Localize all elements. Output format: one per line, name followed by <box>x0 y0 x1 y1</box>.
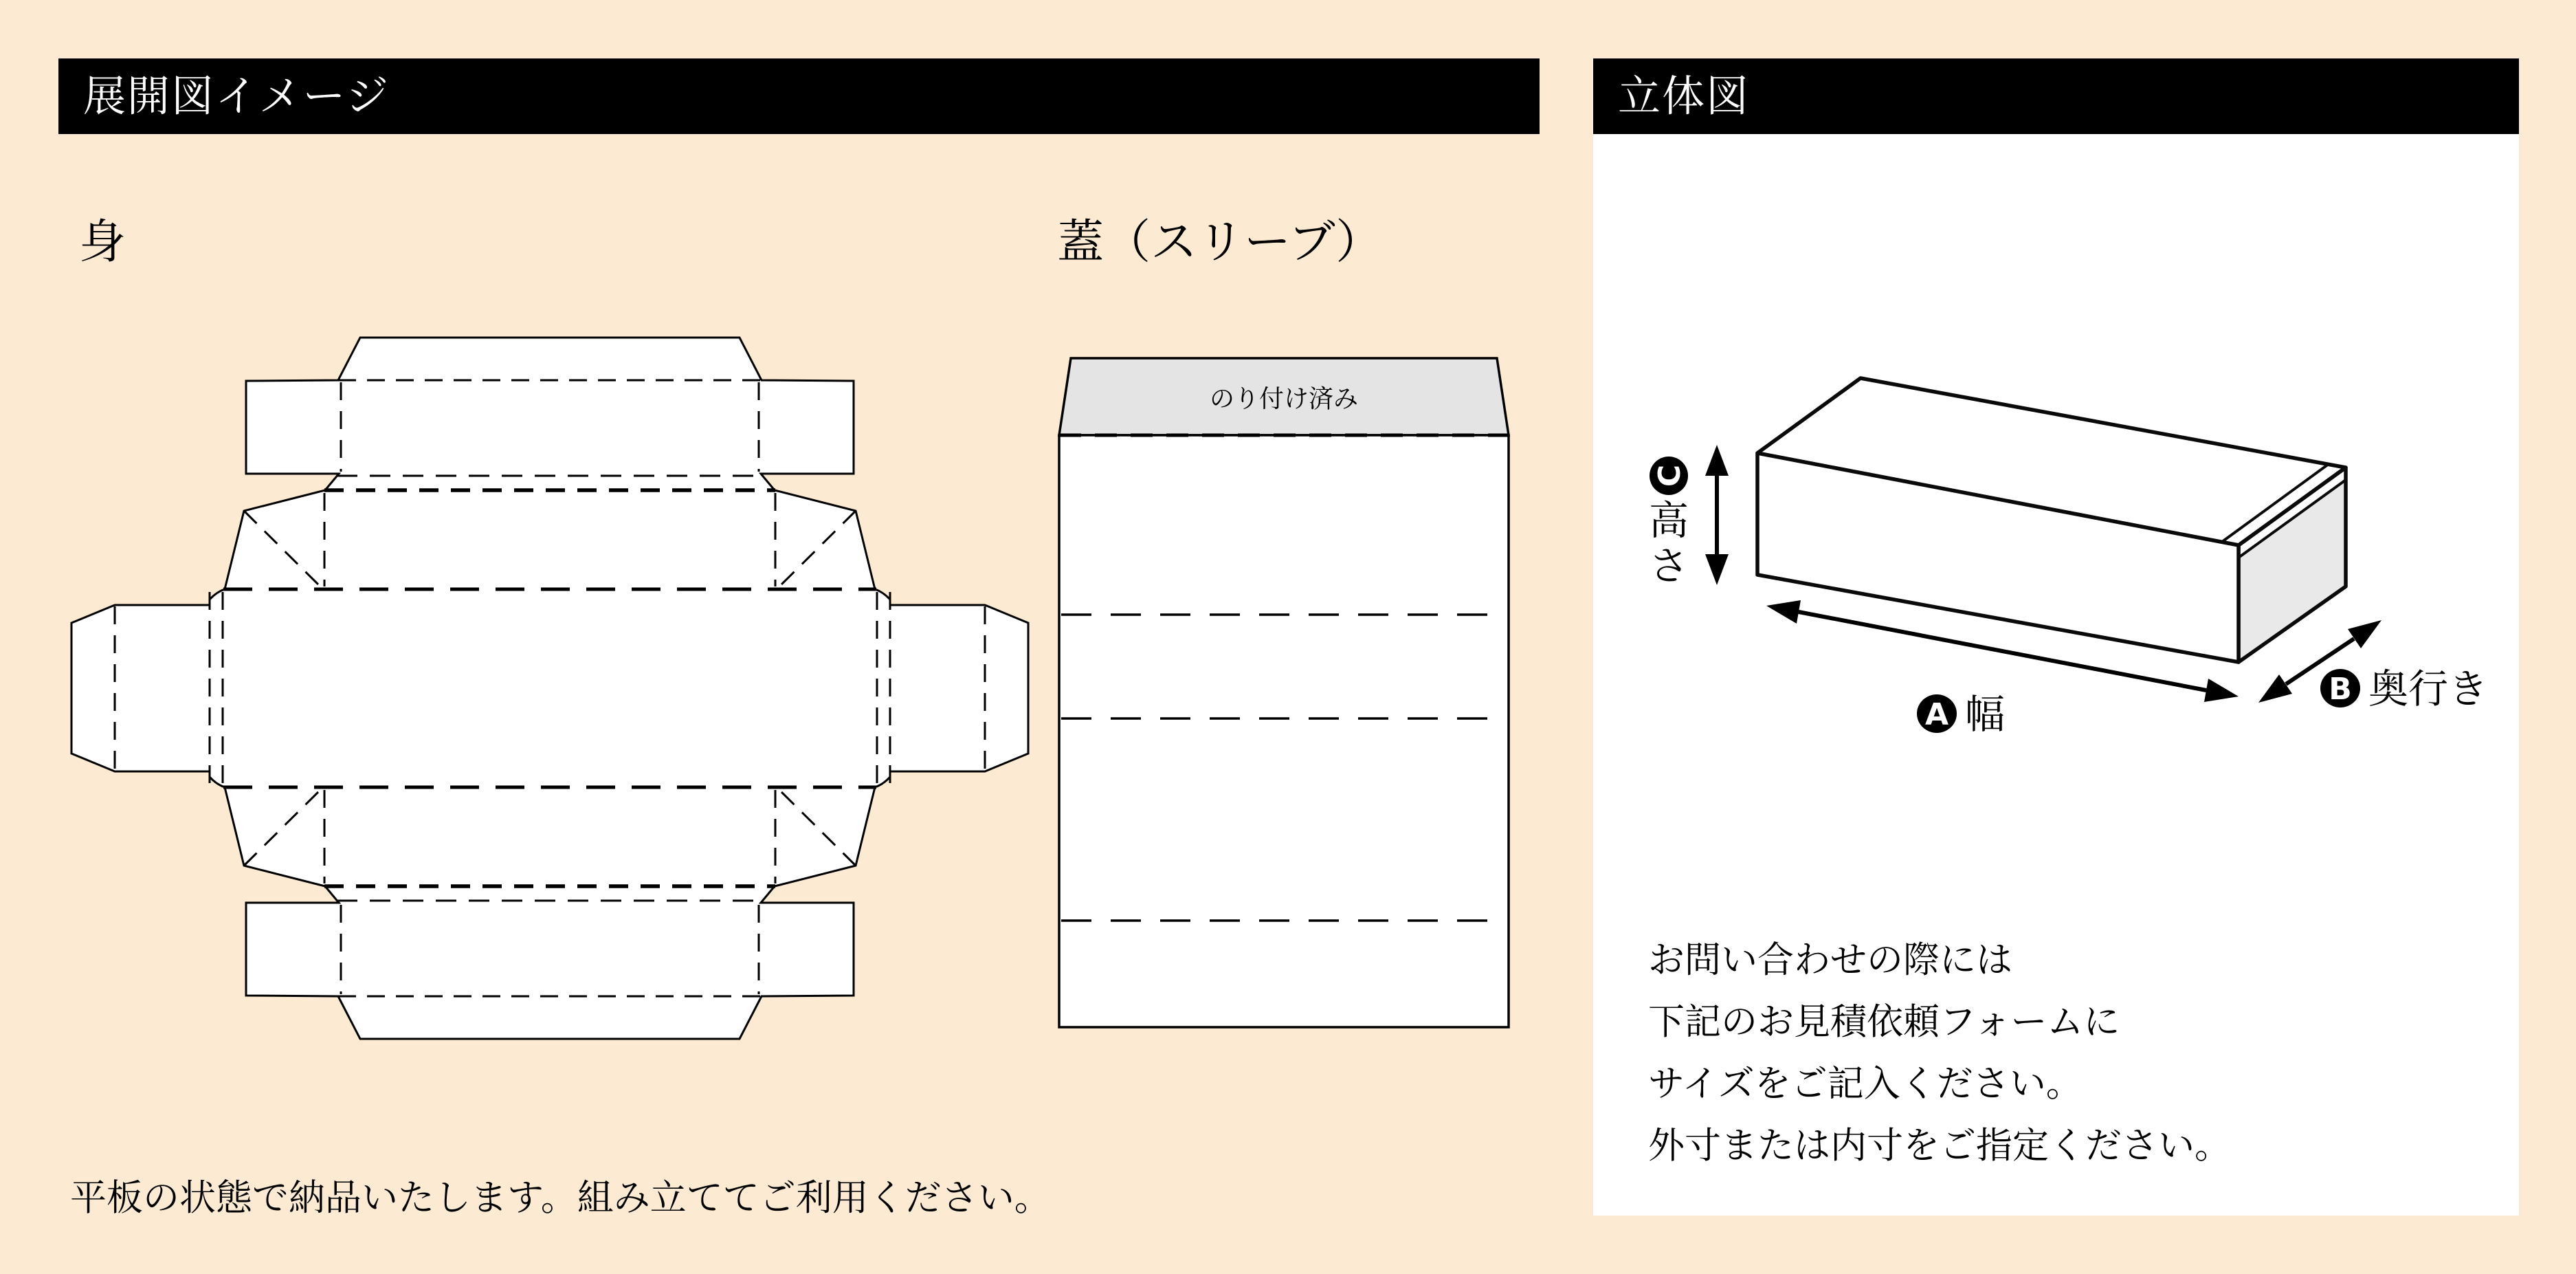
dieline-section-header <box>58 58 1540 134</box>
inquiry-info-line-3: サイズをご記入ください。 <box>1648 1063 2083 1105</box>
height-label-char2: さ <box>1648 542 1689 589</box>
dieline-section-title: 展開図イメージ <box>83 71 390 121</box>
sleeve-label: 蓋（スリーブ） <box>1057 215 1383 270</box>
depth-dimension-label <box>2320 666 2488 712</box>
inquiry-info-line-1: お問い合わせの際には <box>1648 939 2012 981</box>
solid-view-title: 立体図 <box>1618 71 1751 121</box>
inquiry-info-line-2: 下記のお見積依頼フォームに <box>1648 1001 2120 1043</box>
tray-label: 身 <box>79 215 126 270</box>
height-label-char1: 高 <box>1648 497 1689 544</box>
sleeve-body-outline <box>1059 435 1509 1027</box>
sleeve-dieline-diagram <box>1052 344 1519 1038</box>
delivery-footnote: 平板の状態で納品いたします。組み立ててご利用ください。 <box>70 1177 1051 1219</box>
height-dimension-label <box>1649 457 1689 589</box>
height-arrow <box>1705 445 1729 585</box>
depth-letter: B <box>2329 672 2352 707</box>
sleeve-glue-label: のり付け済み <box>1209 385 1359 413</box>
inquiry-info-line-4: 外寸または内寸をご指定ください。 <box>1648 1125 2231 1167</box>
box-3d-diagram <box>1593 134 2519 911</box>
width-dimension-label <box>1917 691 2005 738</box>
height-letter: C <box>1652 464 1687 487</box>
depth-label: 奥行き <box>2368 666 2489 712</box>
tray-cut-outline <box>71 338 1028 1039</box>
solid-view-header <box>1593 58 2519 134</box>
width-letter: A <box>1924 697 1949 732</box>
inquiry-info-text <box>1648 930 2231 1177</box>
width-label: 幅 <box>1965 691 2006 738</box>
tray-dieline-diagram <box>69 323 1031 1044</box>
